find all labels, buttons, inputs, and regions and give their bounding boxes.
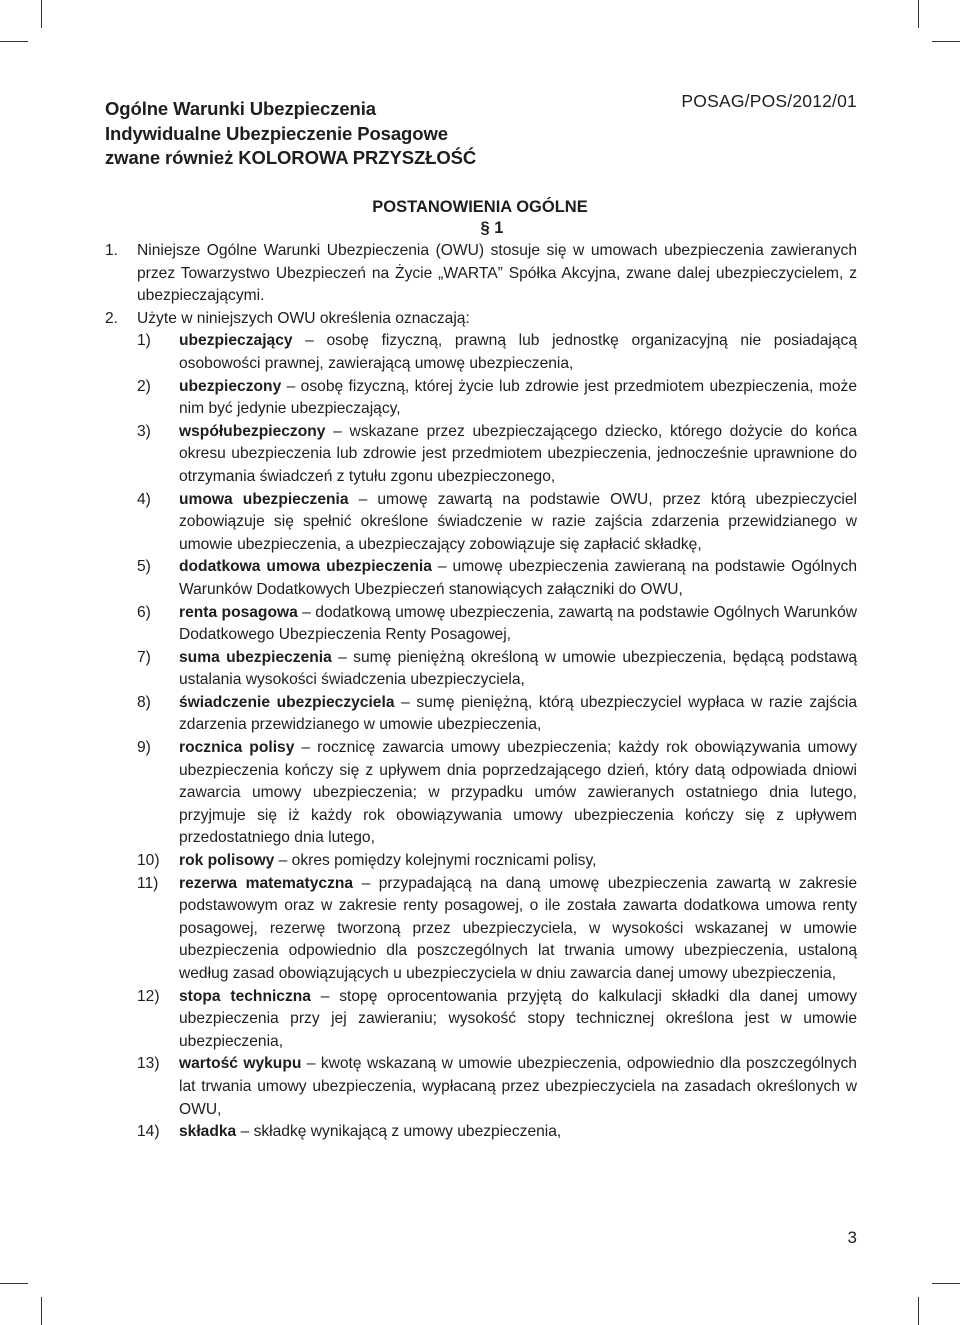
- definition-body: – osobę fizyczną, której życie lub zdrowie jest przedmiotem ubezpieczenia, może nim być jedynie ubezpieczający,: [179, 377, 857, 418]
- definition-text: [179, 602, 857, 647]
- definition-body: – kwotę wskazaną w umowie ubezpieczenia, odpowiednio dla poszczególnych lat trwania umowy ubezpieczenia, wypłacaną przez ubezpieczyciela na zasadach określonych w OWU,: [179, 1055, 857, 1118]
- crop-mark: [41, 1297, 42, 1325]
- definition-item: [137, 692, 857, 737]
- definition-item: [137, 737, 857, 850]
- definition-number: 1): [137, 332, 151, 350]
- definitions-list: [105, 330, 857, 1143]
- definition-number: 14): [137, 1123, 160, 1141]
- definition-term: świadczenie ubezpieczyciela: [179, 693, 395, 711]
- definition-number: 6): [137, 603, 151, 621]
- crop-mark: [0, 1283, 28, 1284]
- definition-term: renta posagowa: [179, 603, 298, 621]
- document-code: POSAG/POS/2012/01: [681, 91, 857, 111]
- definition-text: [179, 873, 857, 986]
- document-body: [105, 240, 857, 1144]
- definition-item: [137, 647, 857, 692]
- definition-body: – dodatkową umowę ubezpieczenia, zawartą na podstawie Ogólnych Warunków Dodatkowego Ubezpieczenia Renty Posagowej,: [179, 603, 857, 644]
- definition-term: współubezpieczony: [179, 422, 326, 440]
- definition-body: – okres pomiędzy kolejnymi rocznicami polisy,: [274, 852, 597, 870]
- definition-number: 13): [137, 1055, 160, 1073]
- definition-term: składka: [179, 1123, 237, 1141]
- definition-term: rocznica polisy: [179, 739, 295, 757]
- definition-term: suma ubezpieczenia: [179, 648, 332, 666]
- definition-text: [179, 376, 857, 421]
- definition-text: [179, 421, 857, 489]
- definition-body: – stopę oprocentowania przyjętą do kalkulacji składki dla danej umowy ubezpieczenia przy jej zawieraniu; wysokość stopy technicznej określona jest w umowie ubezpieczenia,: [179, 987, 857, 1050]
- definition-number: 11): [137, 874, 159, 892]
- definition-body: – rocznicę zawarcia umowy ubezpieczenia; każdy rok obowiązywania umowy ubezpieczenia kończy się z upływem dnia poprzedzającego dzień, który datą odpowiada dniowi zawarcia umowy ubezpieczenia; w przypadku umów zawieranych ostatniego dnia lutego, przyjmuje się iż każdy rok obowiązywania umowy ubezpieczenia kończy się z upływem przedostatniego dnia lutego,: [179, 739, 857, 847]
- document-title: [105, 97, 625, 171]
- definition-number: 3): [137, 422, 151, 440]
- definition-text: [179, 1121, 857, 1144]
- definition-text: [179, 556, 857, 601]
- definition-number: 5): [137, 558, 151, 576]
- definition-body: – osobę fizyczną, prawną lub jednostkę organizacyjną nie posiadającą osobowości prawnej, zawierającą umowę ubezpieczenia,: [179, 332, 857, 372]
- definition-number: 12): [137, 987, 160, 1005]
- definition-item: [137, 330, 857, 375]
- definition-number: 4): [137, 490, 151, 508]
- definition-term: stopa techniczna: [179, 987, 311, 1005]
- definition-item: [137, 376, 857, 421]
- title-line: zwane również KOLOROWA PRZYSZŁOŚĆ: [105, 147, 477, 168]
- definition-text: [179, 1053, 857, 1121]
- point-2: [105, 308, 857, 331]
- definition-item: [137, 556, 857, 601]
- title-line: Indywidualne Ubezpieczenie Posagowe: [105, 122, 448, 144]
- crop-mark: [932, 41, 960, 42]
- definition-term: umowa ubezpieczenia: [179, 490, 349, 508]
- definition-body: – sumę pieniężną określoną w umowie ubezpieczenia, będącą podstawą ustalania wysokości świadczenia ubezpieczyciela,: [179, 648, 858, 689]
- crop-mark: [918, 0, 919, 28]
- definition-text: [179, 489, 857, 557]
- point-1: [105, 240, 857, 308]
- crop-mark: [0, 41, 28, 42]
- definition-item: [137, 1053, 857, 1121]
- definition-body: – przypadającą na daną umowę ubezpieczenia zawartą w zakresie podstawowym oraz w zakresie renty posagowej, o ile została zawarta dodatkowa umowa renty posagowej, rezerwę tworzoną przez ubezpieczyciela, w wysokości wskazanej w umowie ubezpieczenia odpowiednio dla poszczególnych lat trwania umowy ubezpieczenia, ustaloną według zasad obowiązujących u ubezpieczyciela w dniu zawarcia danej umowy ubezpieczenia,: [179, 874, 857, 982]
- crop-mark: [41, 0, 42, 28]
- section-title: POSTANOWIENIA OGÓLNE: [372, 198, 588, 216]
- point-number: 2.: [105, 309, 119, 327]
- definition-term: ubezpieczony: [179, 377, 282, 395]
- page-number: 3: [847, 1228, 857, 1247]
- paragraph-number: § 1: [480, 219, 504, 237]
- definition-number: 9): [137, 739, 151, 757]
- definition-text: [179, 692, 857, 737]
- title-line: Ogólne Warunki Ubezpieczenia: [105, 98, 376, 119]
- definition-term: rok polisowy: [179, 852, 275, 870]
- definition-term: ubezpieczający: [179, 332, 293, 350]
- definition-text: [179, 850, 857, 873]
- definition-term: dodatkowa umowa ubezpieczenia: [179, 558, 432, 576]
- definition-item: [137, 1121, 857, 1144]
- definition-text: [179, 647, 857, 692]
- definition-item: [137, 602, 857, 647]
- definition-body: – sumę pieniężną, którą ubezpieczyciel wypłaca w razie zajścia zdarzenia przewidzianego w umowie ubezpieczenia,: [179, 693, 858, 734]
- definition-text: [179, 986, 857, 1054]
- point-text: Użyte w niniejszych OWU określenia oznaczają:: [137, 309, 470, 327]
- definition-body: – umowę ubezpieczenia zawieraną na podstawie Ogólnych Warunków Dodatkowych Ubezpieczeń stanowiących załączniki do OWU,: [179, 558, 857, 598]
- definition-body: – składkę wynikającą z umowy ubezpieczenia,: [236, 1123, 562, 1141]
- definition-item: [137, 986, 857, 1054]
- definition-number: 2): [137, 377, 151, 395]
- definition-term: wartość wykupu: [179, 1055, 302, 1073]
- point-number: 1.: [105, 242, 119, 259]
- definition-item: [137, 873, 857, 986]
- crop-mark: [932, 1283, 960, 1284]
- definition-item: [137, 421, 857, 489]
- definition-number: 10): [137, 852, 160, 870]
- crop-mark: [918, 1297, 919, 1325]
- definition-number: 7): [137, 648, 151, 666]
- definition-text: [179, 330, 857, 375]
- definition-body: – umowę zawartą na podstawie OWU, przez którą ubezpieczyciel zobowiązuje się spełnić określone świadczenie w razie zajścia zdarzenia przewidzianego w umowie ubezpieczenia, a ubezpieczający zobowiązuje się zapłacić składkę,: [179, 490, 858, 553]
- definition-term: rezerwa matematyczna: [179, 874, 354, 892]
- point-text: Niniejsze Ogólne Warunki Ubezpieczenia (OWU) stosuje się w umowach ubezpieczenia zawieranych przez Towarzystwo Ubezpieczeń na Życie „WARTA” Spółka Akcyjna, zwane dalej ubezpieczycielem, z ubezpieczającymi.: [137, 242, 857, 305]
- definition-item: [137, 489, 857, 557]
- definition-item: [137, 850, 857, 873]
- definition-body: – wskazane przez ubezpieczającego dziecko, którego dożycie do końca okresu ubezpieczenia lub zdrowie jest przedmiotem ubezpieczenia, jednocześnie uprawnione do otrzymania świadczeń z tytułu zgonu ubezpieczonego,: [179, 422, 857, 485]
- definition-number: 8): [137, 693, 151, 711]
- definition-text: [179, 737, 857, 850]
